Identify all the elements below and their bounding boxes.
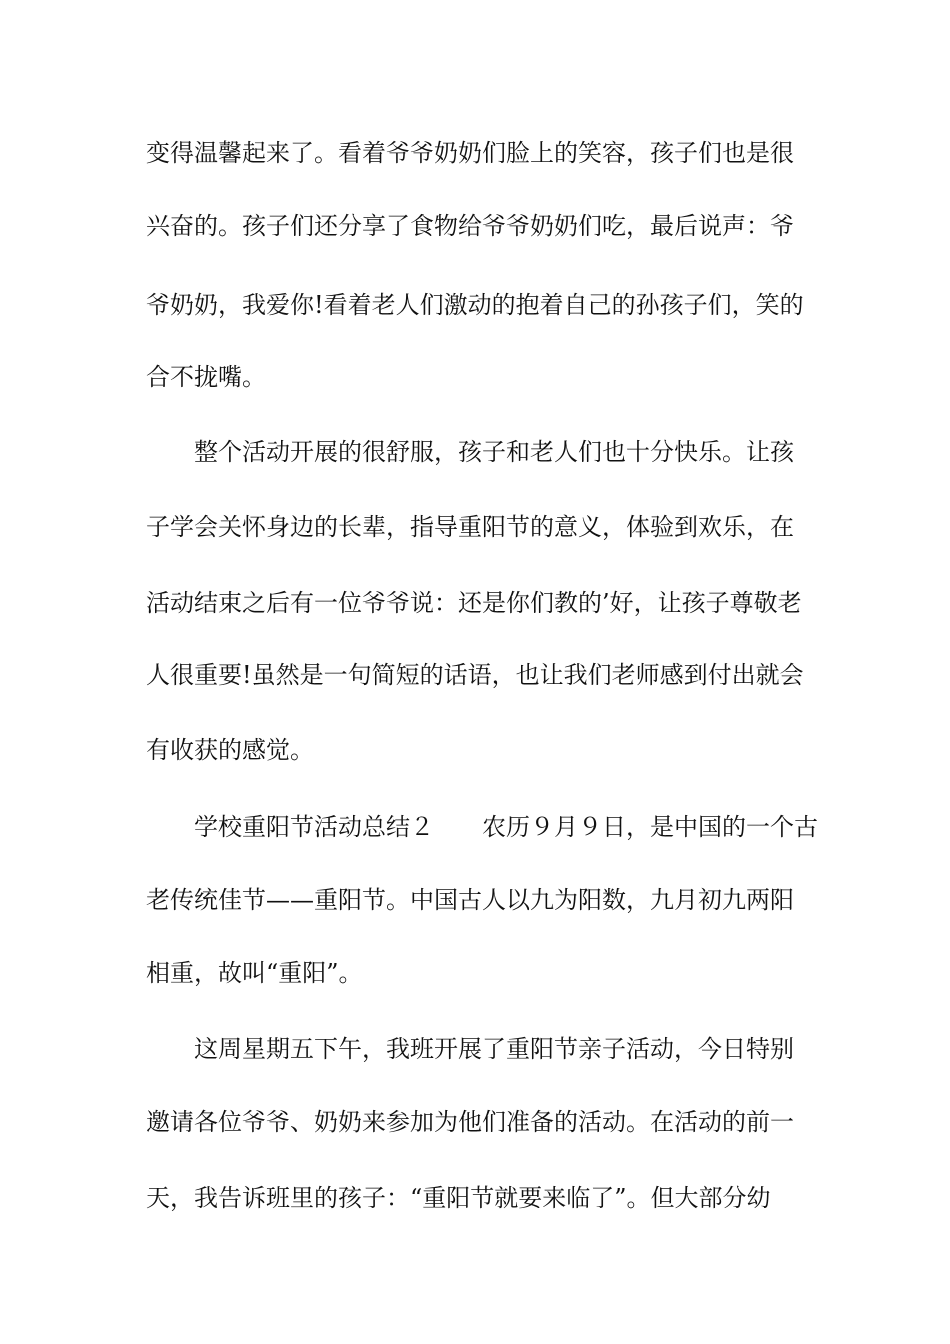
text-line: 有收获的感觉。	[146, 736, 314, 764]
text-line: 老传统佳节——重阳节。中国古人以九为阳数，九月初九两阳	[146, 886, 794, 914]
text-line: 变得温馨起来了。看着爷爷奶奶们脸上的笑容，孩子们也是很	[146, 139, 794, 167]
text-line: 这周星期五下午，我班开展了重阳节亲子活动，今日特别	[194, 1035, 794, 1063]
text-line: 兴奋的。孩子们还分享了食物给爷爷奶奶们吃，最后说声：爷	[146, 212, 794, 240]
text-line: 人很重要!虽然是一句简短的话语，也让我们老师感到付出就会	[146, 661, 804, 689]
text-line: 爷奶奶，我爱你!看着老人们激动的抱着自己的孙孩子们，笑的	[146, 291, 804, 319]
text-line: 邀请各位爷爷、奶奶来参加为他们准备的活动。在活动的前一	[146, 1108, 794, 1136]
text-line: 学校重阳节活动总结２ 农历９月９日，是中国的一个古	[194, 813, 818, 841]
text-line: 相重，故叫“重阳”。	[146, 959, 363, 987]
text-line: 天，我告诉班里的孩子：“重阳节就要来临了”。但大部分幼	[146, 1184, 771, 1212]
text-line: 整个活动开展的很舒服，孩子和老人们也十分快乐。让孩	[194, 438, 794, 466]
text-line: 子学会关怀身边的长辈，指导重阳节的意义，体验到欢乐，在	[146, 513, 794, 541]
text-line: 活动结束之后有一位爷爷说：还是你们教的’好，让孩子尊敬老	[146, 589, 802, 617]
text-line: 合不拢嘴。	[146, 363, 266, 391]
